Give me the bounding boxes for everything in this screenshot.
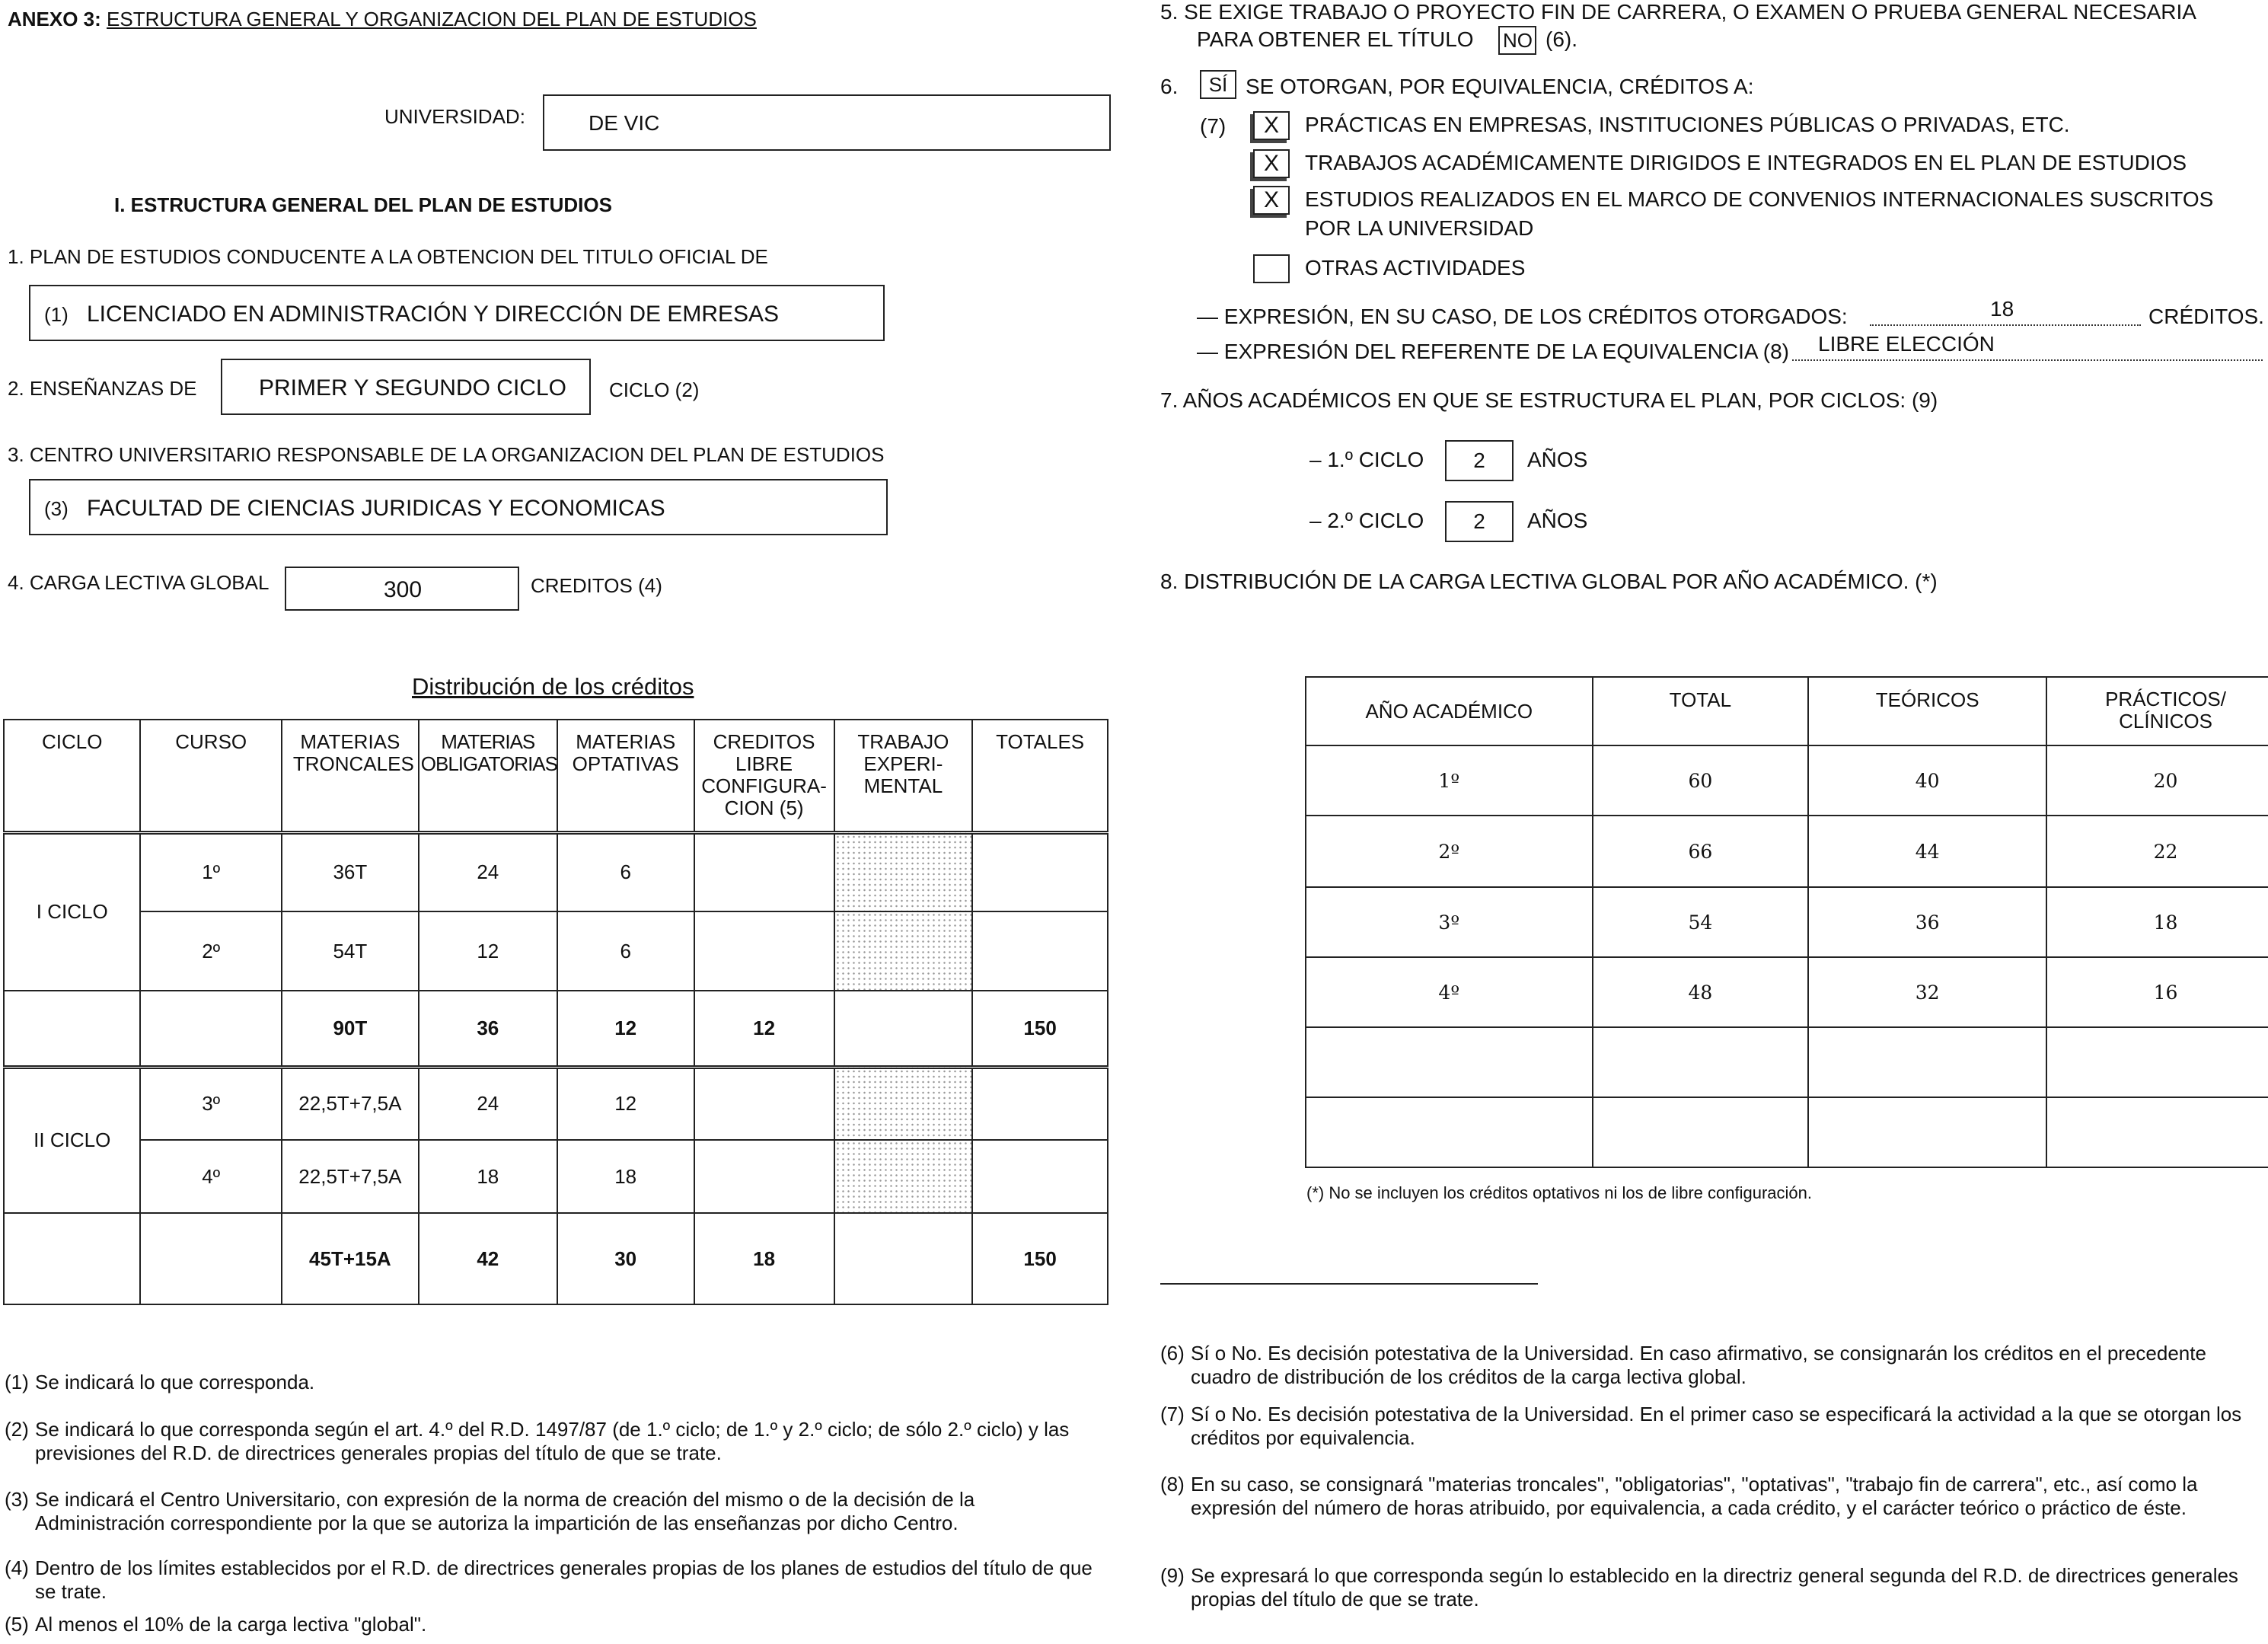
cell-empty <box>2046 1097 2268 1167</box>
cell-obligatorias: 24 <box>419 832 557 911</box>
col-trabajo-label: TRABAJO EXPERI-MENTAL <box>857 730 949 797</box>
item2-suffix: CICLO (2) <box>609 378 700 401</box>
item1-value: LICENCIADO EN ADMINISTRACIÓN Y DIRECCIÓN DE EMRESAS <box>87 302 780 327</box>
opt3-label-line1: ESTUDIOS REALIZADOS EN EL MARCO DE CONVENIOS INTERNACIONALES SUSCRITOS <box>1305 187 2214 211</box>
cell-trabajo-shaded <box>834 1067 973 1140</box>
col-practicos-label: PRÁCTICOS/ CLÍNICOS <box>2105 688 2226 733</box>
col-ano: AÑO ACADÉMICO <box>1306 677 1593 745</box>
cell-total: 60 <box>1593 745 1809 816</box>
cell-empty <box>1593 1097 1809 1167</box>
section-title: I. ESTRUCTURA GENERAL DEL PLAN DE ESTUDIOS <box>114 193 612 216</box>
cell-ano: 1º <box>1306 745 1593 816</box>
col-optativas-label: MATERIAS OPTATIVAS <box>572 730 679 775</box>
footnote-number: (3) <box>5 1488 29 1511</box>
cell-empty <box>1306 1027 1593 1097</box>
footnote-number: (2) <box>5 1418 29 1441</box>
cell-obligatorias: 24 <box>419 1067 557 1140</box>
item8-label: 8. DISTRIBUCIÓN DE LA CARGA LECTIVA GLOBAL POR AÑO ACADÉMICO. (*) <box>1160 570 1938 593</box>
item7-c1-label: – 1.º CICLO <box>1309 448 1424 471</box>
col-totales: TOTALES <box>972 720 1108 832</box>
footnote-divider <box>1160 1283 1538 1285</box>
cell-optativas: 12 <box>557 991 694 1067</box>
item7-c1-unit: AÑOS <box>1527 448 1588 471</box>
footnote-text: Al menos el 10% de la carga lectiva "global". <box>35 1613 427 1636</box>
item7-c2-unit: AÑOS <box>1527 509 1588 532</box>
cycle-1-label: I CICLO <box>4 832 140 991</box>
item5-line2: PARA OBTENER EL TÍTULO <box>1197 27 1474 51</box>
footnote-number: (7) <box>1160 1403 1185 1425</box>
annex-title: ESTRUCTURA GENERAL Y ORGANIZACION DEL PLAN DE ESTUDIOS <box>107 8 757 30</box>
item1-label: 1. PLAN DE ESTUDIOS CONDUCENTE A LA OBTENCION DEL TITULO OFICIAL DE <box>8 245 768 268</box>
cell-totales <box>972 1067 1108 1140</box>
col-libre-label: CREDITOS LIBRE CONFIGURA-CION (5) <box>701 730 827 819</box>
cell-ciclo <box>4 991 140 1067</box>
footnote-text: Se indicará lo que corresponda según el art. 4.º del R.D. 1497/87 (de 1.º ciclo; de 1.º y 2.º ciclo; de sólo 2.º ciclo) y las previsiones del R.D. de directrices generales propias del título de que se trate. <box>35 1418 1070 1464</box>
table-row-subtotal <box>4 1213 1108 1304</box>
cell-optativas: 18 <box>557 1140 694 1213</box>
cell-teoricos: 40 <box>1808 745 2046 816</box>
cell-trabajo <box>834 1213 973 1304</box>
cell-empty <box>1808 1027 2046 1097</box>
col-curso: CURSO <box>140 720 282 832</box>
cell-ciclo <box>4 1213 140 1304</box>
footnote-text: Dentro de los límites establecidos por el R.D. de directrices generales propias de los planes de estudios del título de que se trate. <box>35 1556 1093 1603</box>
cell-empty <box>1593 1027 1809 1097</box>
cell-troncales: 22,5T+7,5A <box>282 1067 419 1140</box>
item3-note: (3) <box>44 497 69 520</box>
item3-label: 3. CENTRO UNIVERSITARIO RESPONSABLE DE LA ORGANIZACION DEL PLAN DE ESTUDIOS <box>8 443 885 466</box>
cell-curso <box>140 1213 282 1304</box>
footnote-number: (1) <box>5 1371 29 1393</box>
item4-label: 4. CARGA LECTIVA GLOBAL <box>8 571 270 594</box>
cell-troncales: 90T <box>282 991 419 1067</box>
footnote-number: (8) <box>1160 1473 1185 1496</box>
university-label: UNIVERSIDAD: <box>384 105 525 128</box>
expr1-suffix: CRÉDITOS. <box>2148 305 2264 328</box>
col-practicos <box>2046 677 2268 745</box>
footnote-number: (6) <box>1160 1342 1185 1365</box>
cell-trabajo-shaded <box>834 1140 973 1213</box>
cycle-2-label: II CICLO <box>4 1067 140 1213</box>
item6-answer-box: SÍ <box>1200 70 1236 99</box>
item6-num: 6. <box>1160 75 1179 98</box>
col-total: TOTAL <box>1593 677 1809 745</box>
cell-practicos: 22 <box>2046 816 2268 887</box>
cell-obligatorias: 18 <box>419 1140 557 1213</box>
table-row <box>4 911 1108 991</box>
item5-line1: 5. SE EXIGE TRABAJO O PROYECTO FIN DE CARRERA, O EXAMEN O PRUEBA GENERAL NECESARIA <box>1160 0 2196 24</box>
cell-practicos: 16 <box>2046 957 2268 1027</box>
year-table-note: (*) No se incluyen los créditos optativos ni los de libre configuración. <box>1306 1183 1812 1202</box>
cell-empty <box>2046 1027 2268 1097</box>
opt4-checkbox[interactable] <box>1253 254 1290 283</box>
table-row-empty <box>1306 1027 2268 1097</box>
cell-curso: 4º <box>140 1140 282 1213</box>
opt3-checkbox[interactable]: X <box>1253 186 1290 215</box>
year-table <box>1305 676 2268 1168</box>
footnote-text: Se expresará lo que corresponda según lo establecido en la directriz general segunda del R.D. de directrices generales propias del título de que se trate. <box>1191 1564 2238 1610</box>
item2-value: PRIMER Y SEGUNDO CICLO <box>259 375 566 401</box>
cell-curso: 1º <box>140 832 282 911</box>
opt2-checkbox[interactable]: X <box>1253 149 1290 178</box>
item6-label: SE OTORGAN, POR EQUIVALENCIA, CRÉDITOS A: <box>1246 75 1754 98</box>
expr2-value: LIBRE ELECCIÓN <box>1818 332 1995 356</box>
cell-curso: 3º <box>140 1067 282 1140</box>
col-trabajo <box>834 720 973 832</box>
cell-totales: 150 <box>972 1213 1108 1304</box>
cell-optativas: 12 <box>557 1067 694 1140</box>
table-row <box>1306 745 2268 816</box>
footnote-text: Sí o No. Es decisión potestativa de la Universidad. En caso afirmativo, se consignarán los créditos en el precedente cuadro de distribución de los créditos de la carga lectiva global. <box>1191 1342 2206 1388</box>
cell-practicos: 18 <box>2046 887 2268 957</box>
credits-table <box>3 719 1108 1305</box>
cell-troncales: 54T <box>282 911 419 991</box>
footnote-text: Se indicará lo que corresponda. <box>35 1371 315 1393</box>
cell-practicos: 20 <box>2046 745 2268 816</box>
table-row <box>4 1067 1108 1140</box>
item4-suffix: CREDITOS (4) <box>531 574 662 597</box>
opt4-label: OTRAS ACTIVIDADES <box>1305 256 1526 279</box>
col-obligatorias-label: MATERIAS OBLIGATORIAS <box>420 730 557 775</box>
cell-empty <box>1808 1097 2046 1167</box>
cell-troncales: 22,5T+7,5A <box>282 1140 419 1213</box>
table-row <box>1306 816 2268 887</box>
item7-label: 7. AÑOS ACADÉMICOS EN QUE SE ESTRUCTURA EL PLAN, POR CICLOS: (9) <box>1160 388 1938 412</box>
item3-value: FACULTAD DE CIENCIAS JURIDICAS Y ECONOMICAS <box>87 496 665 521</box>
table-row <box>1306 887 2268 957</box>
item5-answer-box: NO <box>1498 26 1536 55</box>
university-value: DE VIC <box>589 111 660 135</box>
item4-field <box>285 567 519 611</box>
table-row <box>1306 957 2268 1027</box>
col-optativas <box>557 720 694 832</box>
cell-total: 66 <box>1593 816 1809 887</box>
opt3-label-line2: POR LA UNIVERSIDAD <box>1305 216 1534 240</box>
footnote-number: (9) <box>1160 1564 1185 1587</box>
col-teoricos: TEÓRICOS <box>1808 677 2046 745</box>
col-troncales <box>282 720 419 832</box>
cell-optativas: 6 <box>557 911 694 991</box>
item7-c2-value: 2 <box>1445 501 1514 542</box>
cell-libre <box>694 832 834 911</box>
cell-libre <box>694 911 834 991</box>
cell-teoricos: 32 <box>1808 957 2046 1027</box>
cell-total: 54 <box>1593 887 1809 957</box>
item4-value: 300 <box>384 577 423 602</box>
credits-table-title: Distribución de los créditos <box>412 673 694 700</box>
cell-libre: 18 <box>694 1213 834 1304</box>
table-row <box>4 832 1108 911</box>
cell-trabajo-shaded <box>834 911 973 991</box>
cell-obligatorias: 42 <box>419 1213 557 1304</box>
item5-suffix: (6). <box>1545 27 1577 51</box>
opt2-label: TRABAJOS ACADÉMICAMENTE DIRIGIDOS E INTEGRADOS EN EL PLAN DE ESTUDIOS <box>1305 151 2187 174</box>
cell-curso <box>140 991 282 1067</box>
expr1-value: 18 <box>1990 297 2014 321</box>
item7-c2-label: – 2.º CICLO <box>1309 509 1424 532</box>
cell-optativas: 30 <box>557 1213 694 1304</box>
cell-ano: 2º <box>1306 816 1593 887</box>
cell-curso: 2º <box>140 911 282 991</box>
opt1-checkbox[interactable]: X <box>1253 111 1290 140</box>
footnote-text: En su caso, se consignará "materias troncales", "obligatorias", "optativas", "trabajo fin de carrera", etc., así como la expresión del número de horas atribuido, por equivalencia, a cada crédito, y el carácter teórico o práctico de éste. <box>1191 1473 2198 1519</box>
university-field <box>543 94 1111 151</box>
cell-obligatorias: 12 <box>419 911 557 991</box>
col-libre <box>694 720 834 832</box>
annex-label: ANEXO 3: <box>8 8 101 30</box>
footnote-text: Sí o No. Es decisión potestativa de la Universidad. En el primer caso se especificará la actividad a la que se otorgan los créditos por equivalencia. <box>1191 1403 2242 1449</box>
expr2-label: — EXPRESIÓN DEL REFERENTE DE LA EQUIVALENCIA (8) <box>1197 340 1789 363</box>
cell-trabajo-shaded <box>834 832 973 911</box>
col-ciclo: CICLO <box>4 720 140 832</box>
table-row-empty <box>1306 1097 2268 1167</box>
table-row-subtotal <box>4 991 1108 1067</box>
cell-trabajo <box>834 991 973 1067</box>
table-row <box>4 1140 1108 1213</box>
cell-libre <box>694 1067 834 1140</box>
cell-empty <box>1306 1097 1593 1167</box>
cell-libre: 12 <box>694 991 834 1067</box>
footnote-number: (5) <box>5 1613 29 1636</box>
cell-libre <box>694 1140 834 1213</box>
item2-label: 2. ENSEÑANZAS DE <box>8 377 197 400</box>
item2-field <box>221 359 591 415</box>
col-obligatorias <box>419 720 557 832</box>
footnote-number: (4) <box>5 1556 29 1579</box>
cell-ano: 4º <box>1306 957 1593 1027</box>
item6-note: (7) <box>1200 114 1227 138</box>
cell-totales <box>972 1140 1108 1213</box>
col-troncales-label: MATERIAS TRONCALES <box>292 730 414 775</box>
cell-totales: 150 <box>972 991 1108 1067</box>
item1-note: (1) <box>44 303 69 326</box>
item7-c1-value: 2 <box>1445 440 1514 481</box>
cell-obligatorias: 36 <box>419 991 557 1067</box>
item3-field <box>29 479 888 535</box>
cell-troncales: 45T+15A <box>282 1213 419 1304</box>
cell-teoricos: 44 <box>1808 816 2046 887</box>
cell-totales <box>972 911 1108 991</box>
cell-optativas: 6 <box>557 832 694 911</box>
cell-totales <box>972 832 1108 911</box>
annex-heading <box>8 8 757 31</box>
cell-teoricos: 36 <box>1808 887 2046 957</box>
item1-field <box>29 285 885 341</box>
footnote-text: Se indicará el Centro Universitario, con expresión de la norma de creación del mismo o de la decisión de la Administración correspondiente por la que se autoriza la impartición de las enseñanzas por dicho Centro. <box>35 1488 975 1534</box>
cell-total: 48 <box>1593 957 1809 1027</box>
expr1-label: — EXPRESIÓN, EN SU CASO, DE LOS CRÉDITOS OTORGADOS: <box>1197 305 1848 328</box>
opt1-label: PRÁCTICAS EN EMPRESAS, INSTITUCIONES PÚBLICAS O PRIVADAS, ETC. <box>1305 113 2070 136</box>
cell-ano: 3º <box>1306 887 1593 957</box>
cell-troncales: 36T <box>282 832 419 911</box>
